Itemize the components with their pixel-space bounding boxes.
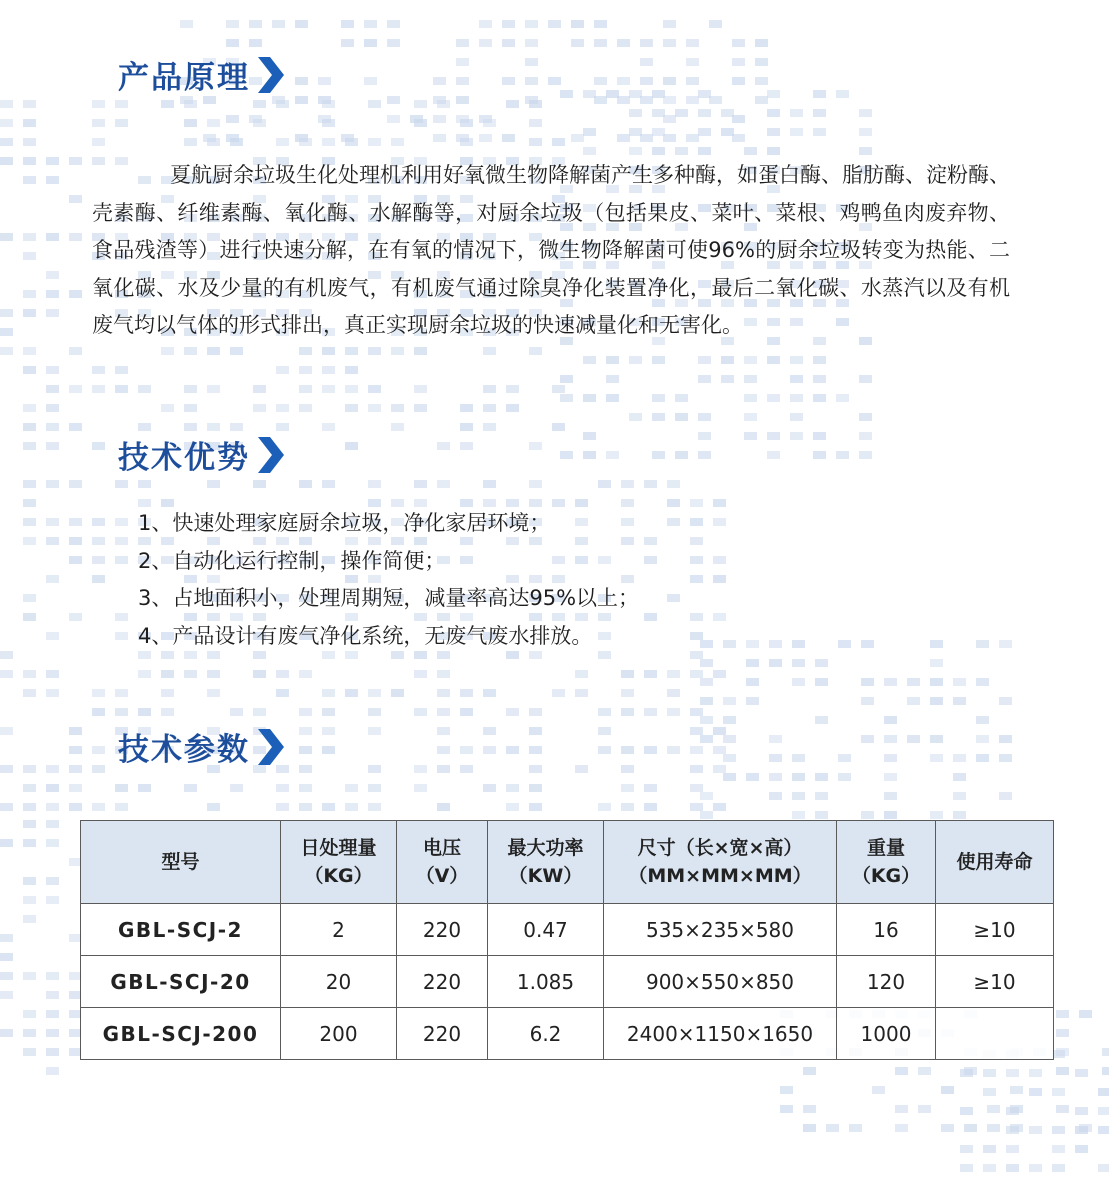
header-service-life: 使用寿命 [936, 821, 1054, 904]
cell-voltage: 220 [397, 904, 488, 956]
cell-model: GBL-SCJ-20 [81, 956, 281, 1008]
chevron-right-icon [254, 727, 286, 767]
header-daily-capacity: 日处理量 （KG） [281, 821, 397, 904]
advantages-heading [118, 432, 286, 477]
list-item: 3、占地面积小，处理周期短，减量率高达95%以上； [138, 586, 640, 610]
cell-dimensions: 900×550×850 [604, 956, 837, 1008]
params-heading [118, 724, 286, 769]
header-voltage: 电压 （V） [397, 821, 488, 904]
cell-weight: 16 [837, 904, 936, 956]
cell-capacity: 200 [281, 1008, 397, 1060]
cell-power: 0.47 [488, 904, 604, 956]
cell-power: 6.2 [488, 1008, 604, 1060]
header-weight: 重量 （KG） [837, 821, 936, 904]
advantages-list [138, 505, 639, 655]
cell-voltage: 220 [397, 956, 488, 1008]
params-title: 技术参数 [118, 732, 250, 768]
table-row [81, 956, 1054, 1008]
cell-power: 1.085 [488, 956, 604, 1008]
header-dimensions: 尺寸（长×宽×高） （MM×MM×MM） [604, 821, 837, 904]
principle-paragraph: 夏航厨余垃圾生化处理机利用好氧微生物降解菌产生多种酶，如蛋白酶、脂肪酶、淀粉酶、壳素酶、纤维素酶、氧化酶、水解酶等，对厨余垃圾（包括果皮、菜叶、菜根、鸡鸭鱼肉废弃物、食品残渣等）进行快速分解，在有氧的情况下，微生物降解菌可使96%的厨余垃圾转变为热能、二氧化碳、水及少量的有机废气，有机废气通过除臭净化装置净化，最后二氧化碳、水蒸汽以及有机废气均以气体的形式排出，真正实现厨余垃圾的快速减量化和无害化。 [92, 163, 1010, 338]
cell-life: ≥10 [936, 904, 1054, 956]
advantages-title: 技术优势 [118, 440, 250, 476]
header-max-power: 最大功率 （KW） [488, 821, 604, 904]
table-header-row [81, 821, 1054, 904]
cell-weight: 1000 [837, 1008, 936, 1060]
principle-heading [118, 52, 286, 97]
cell-model: GBL-SCJ-200 [81, 1008, 281, 1060]
list-item: 4、产品设计有废气净化系统，无废气废水排放。 [138, 623, 593, 648]
table-row [81, 1008, 1054, 1060]
cell-voltage: 220 [397, 1008, 488, 1060]
list-item: 2、自动化运行控制，操作简便； [138, 548, 446, 573]
principle-title: 产品原理 [118, 60, 250, 96]
cell-life [936, 1008, 1054, 1060]
table-row [81, 904, 1054, 956]
cell-model: GBL-SCJ-2 [81, 904, 281, 956]
header-model: 型号 [81, 821, 281, 904]
chevron-right-icon [254, 435, 286, 475]
cell-capacity: 20 [281, 956, 397, 1008]
cell-dimensions: 2400×1150×1650 [604, 1008, 837, 1060]
spec-table [80, 820, 1054, 1060]
cell-life: ≥10 [936, 956, 1054, 1008]
cell-weight: 120 [837, 956, 936, 1008]
chevron-right-icon [254, 55, 286, 95]
list-item: 1、快速处理家庭厨余垃圾，净化家居环境； [138, 511, 551, 535]
cell-dimensions: 535×235×580 [604, 904, 837, 956]
cell-capacity: 2 [281, 904, 397, 956]
